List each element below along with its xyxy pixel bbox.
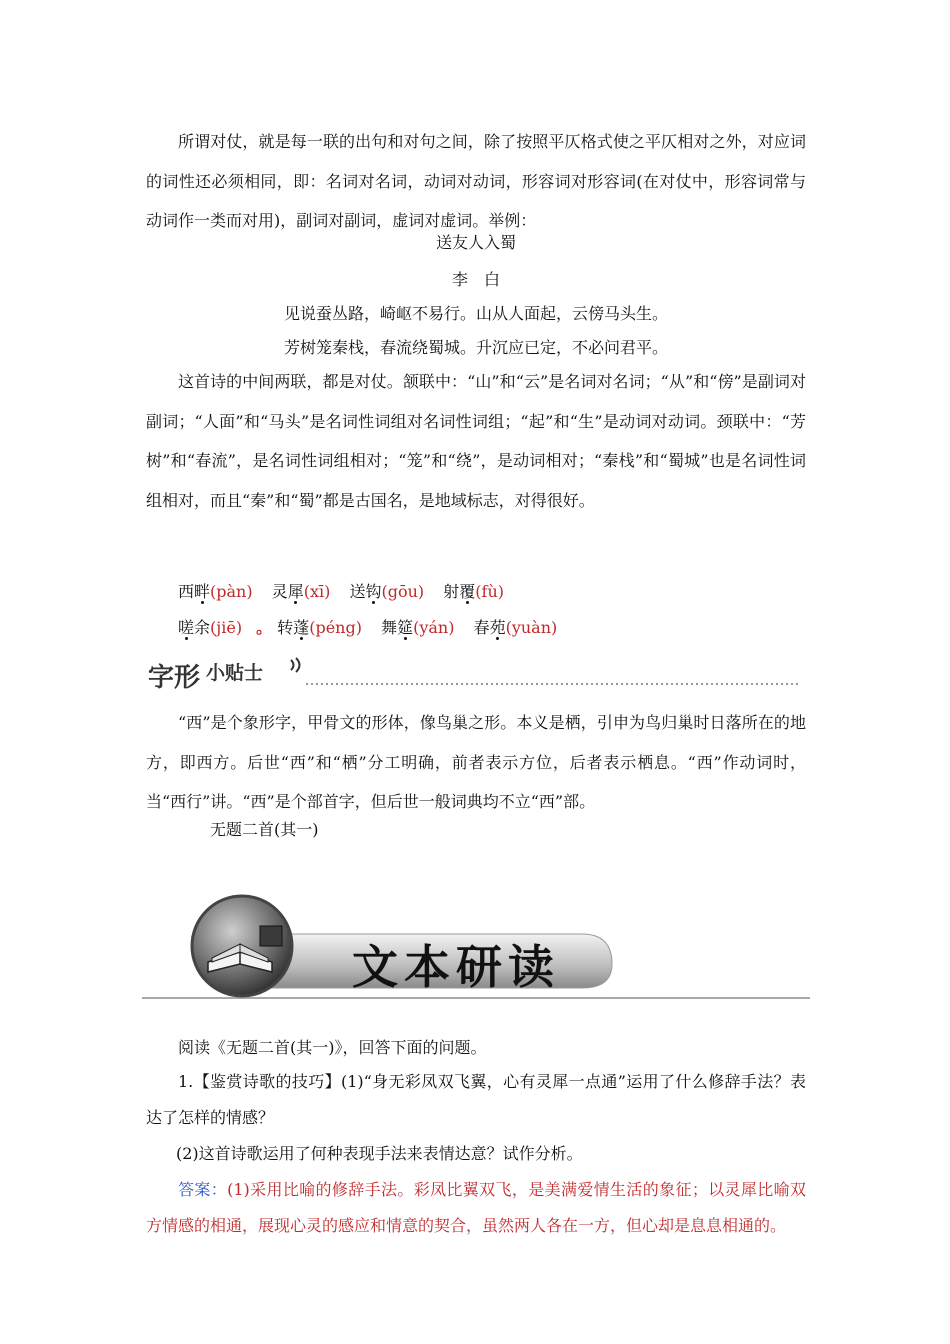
vocab-item: 射覆(fù) xyxy=(443,582,504,601)
study-instruction: 阅读《无题二首(其一)》，回答下面的问题。 xyxy=(178,1038,487,1057)
vocab-item: 春苑(yuàn) xyxy=(473,618,558,637)
study-banner-label: 文本研读 xyxy=(352,940,560,994)
question-1-tag: 【鉴赏诗歌的技巧】 xyxy=(193,1072,341,1091)
text-study-banner xyxy=(142,888,810,1006)
vocab-item: 送钩(gōu) xyxy=(349,582,425,601)
tip-paragraph: “西”是个象形字，甲骨文的形体，像鸟巢之形。本义是栖，引申为鸟归巢时日落所在的地方，即西方。后世“西”和“栖”分工明确，前者表示方位，后者表示栖息。“西”作动词时，当“西行”讲。“西”是个部首字，但后世一般词典均不立“西”部。 xyxy=(146,713,806,811)
question-2: (2)这首诗歌运用了何种表现手法来表情达意？试作分析。 xyxy=(176,1144,583,1163)
question-1: 1.【鉴赏诗歌的技巧】(1)“身无彩凤双飞翼，心有灵犀一点通”运用了什么修辞手法？表达了怎样的情感？ xyxy=(146,1072,806,1127)
vocab-row-2 xyxy=(178,610,571,646)
poem-author: 李 白 xyxy=(451,270,500,289)
vocab-item: 灵犀(xī) xyxy=(271,582,331,601)
signal-icon xyxy=(291,658,300,672)
vocab-row-1 xyxy=(178,574,518,610)
answer-text: (1)采用比喻的修辞手法。彩凤比翼双飞，是美满爱情生活的象征；以灵犀比喻双方情感的相通，展现心灵的感应和情意的契合，虽然两人各在一方，但心却是息息相通的。 xyxy=(146,1180,806,1235)
vocab-item: 转蓬(péng) xyxy=(277,618,362,637)
glyph-tips-banner xyxy=(146,656,806,692)
poem-line-1: 见说蚕丛路，崎岖不易行。山从人面起，云傍马头生。 xyxy=(283,304,668,323)
answer-label: 答案： xyxy=(178,1180,228,1199)
banner-label-small: 小贴士 xyxy=(206,662,264,684)
poem-line-2: 芳树笼秦栈，春流绕蜀城。升沉应已定，不必问君平。 xyxy=(283,338,668,357)
tip-poem-title: 无题二首(其一) xyxy=(210,820,319,839)
banner-label: 字形 xyxy=(148,663,201,692)
answer-block xyxy=(146,1172,806,1244)
intro-paragraph: 所谓对仗，就是每一联的出句和对句之间，除了按照平仄格式使之平仄相对之外，对应词的词性还必须相同，即：名词对名词，动词对动词，形容词对形容词(在对仗中，形容词常与动词作一类而对用)，副词对副词，虚词对虚词。举例： xyxy=(146,132,806,230)
vocab-item: 嗟余(jiē) xyxy=(178,618,243,637)
vocab-item: 舞筵(yán) xyxy=(381,618,455,637)
poem-title: 送友人入蜀 xyxy=(435,233,516,252)
vocab-item: 西畔(pàn) xyxy=(178,582,253,601)
vocab-separator: 。 xyxy=(256,618,273,637)
analysis-paragraph: 这首诗的中间两联，都是对仗。颔联中：“山”和“云”是名词对名词；“从”和“傍”是副词对副词；“人面”和“马头”是名词性词组对名词性词组；“起”和“生”是动词对动词。颈联中：“芳树”和“春流”，是名词性词组相对；“笼”和“绕”，是动词相对；“秦栈”和“蜀城”也是名词性词组相对，而且“秦”和“蜀”都是古国名，是地域标志，对得很好。 xyxy=(146,372,806,510)
